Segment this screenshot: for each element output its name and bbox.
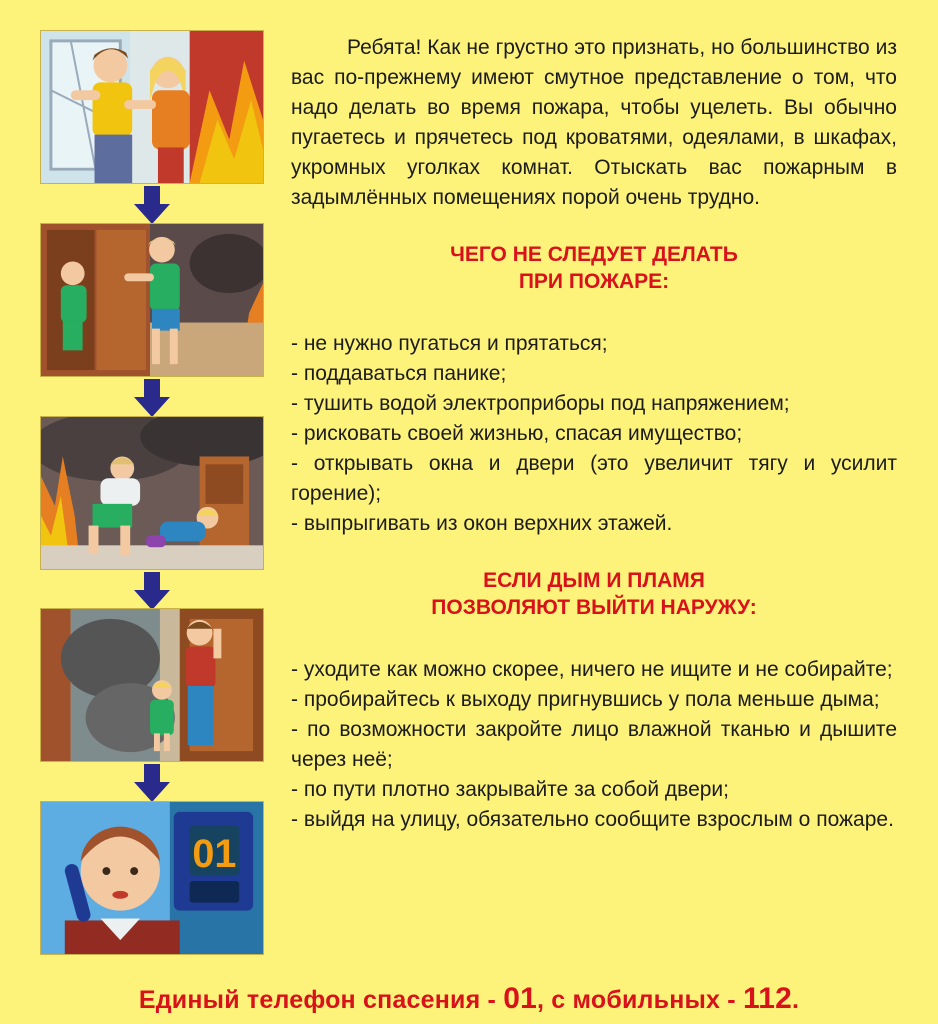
footer-number-01: 01 [503, 982, 537, 1015]
section2-list [291, 655, 897, 835]
section1-list [291, 329, 897, 539]
list-item: - открывать окна и двери (это увеличит тягу и усилит горение); [291, 452, 897, 505]
scene-phone-call-illustration [40, 801, 264, 955]
section2-heading-line1: ЕСЛИ ДЫМ И ПЛАМЯ [483, 569, 705, 592]
scene-window-fire-illustration [40, 30, 264, 184]
text-column [291, 33, 897, 835]
list-item: - уходите как можно скорее, ничего не ищите и не собирайте; [291, 658, 893, 681]
scene-exit-door-illustration [40, 608, 264, 762]
footer-text-part3: . [791, 986, 800, 1014]
section2-heading-line2: ПОЗВОЛЯЮТ ВЫЙТИ НАРУЖУ: [431, 596, 757, 619]
scene-crawling-smoke-illustration [40, 416, 264, 570]
scene-wardrobe-illustration [40, 223, 264, 377]
arrow-down-icon [134, 379, 170, 417]
list-item: - поддаваться панике; [291, 362, 507, 385]
list-item: - не нужно пугаться и прятаться; [291, 332, 608, 355]
list-item: - рисковать своей жизнью, спасая имущество; [291, 422, 743, 445]
footer-text-part1: Единый телефон спасения - [138, 986, 504, 1014]
list-item: - по возможности закройте лицо влажной тканью и дышите через неё; [291, 718, 897, 771]
list-item: - по пути плотно закрывайте за собой двери; [291, 778, 729, 801]
arrow-down-icon [134, 572, 170, 610]
list-item: - тушить водой электроприборы под напряжением; [291, 392, 790, 415]
arrow-down-icon [134, 186, 170, 224]
list-item: - пробирайтесь к выходу пригнувшись у пола меньше дыма; [291, 688, 880, 711]
section1-heading-line1: ЧЕГО НЕ СЛЕДУЕТ ДЕЛАТЬ [450, 243, 738, 266]
list-item: - выпрыгивать из окон верхних этажей. [291, 512, 673, 535]
footer-text-part2: , с мобильных - [536, 986, 743, 1014]
footer-number-112: 112 [742, 982, 792, 1015]
section1-heading-line2: ПРИ ПОЖАРЕ: [518, 270, 670, 293]
list-item: - выйдя на улицу, обязательно сообщите взрослым о пожаре. [291, 808, 894, 831]
phone-number-sign: 01 [192, 832, 237, 877]
arrow-down-icon [134, 764, 170, 802]
intro-paragraph: Ребята! Как не грустно это признать, но большинство из вас по-прежнему имеют смутное представление о том, что надо делать во время пожара, чтобы уцелеть. Вы обычно пугаетесь и прячетесь под кроватями, одеялами, в шкафах, укромных уголках комнат. Отыскать вас пожарным в задымлённых помещениях порой очень трудно. [291, 36, 897, 209]
emergency-phone-footer [0, 982, 938, 1016]
